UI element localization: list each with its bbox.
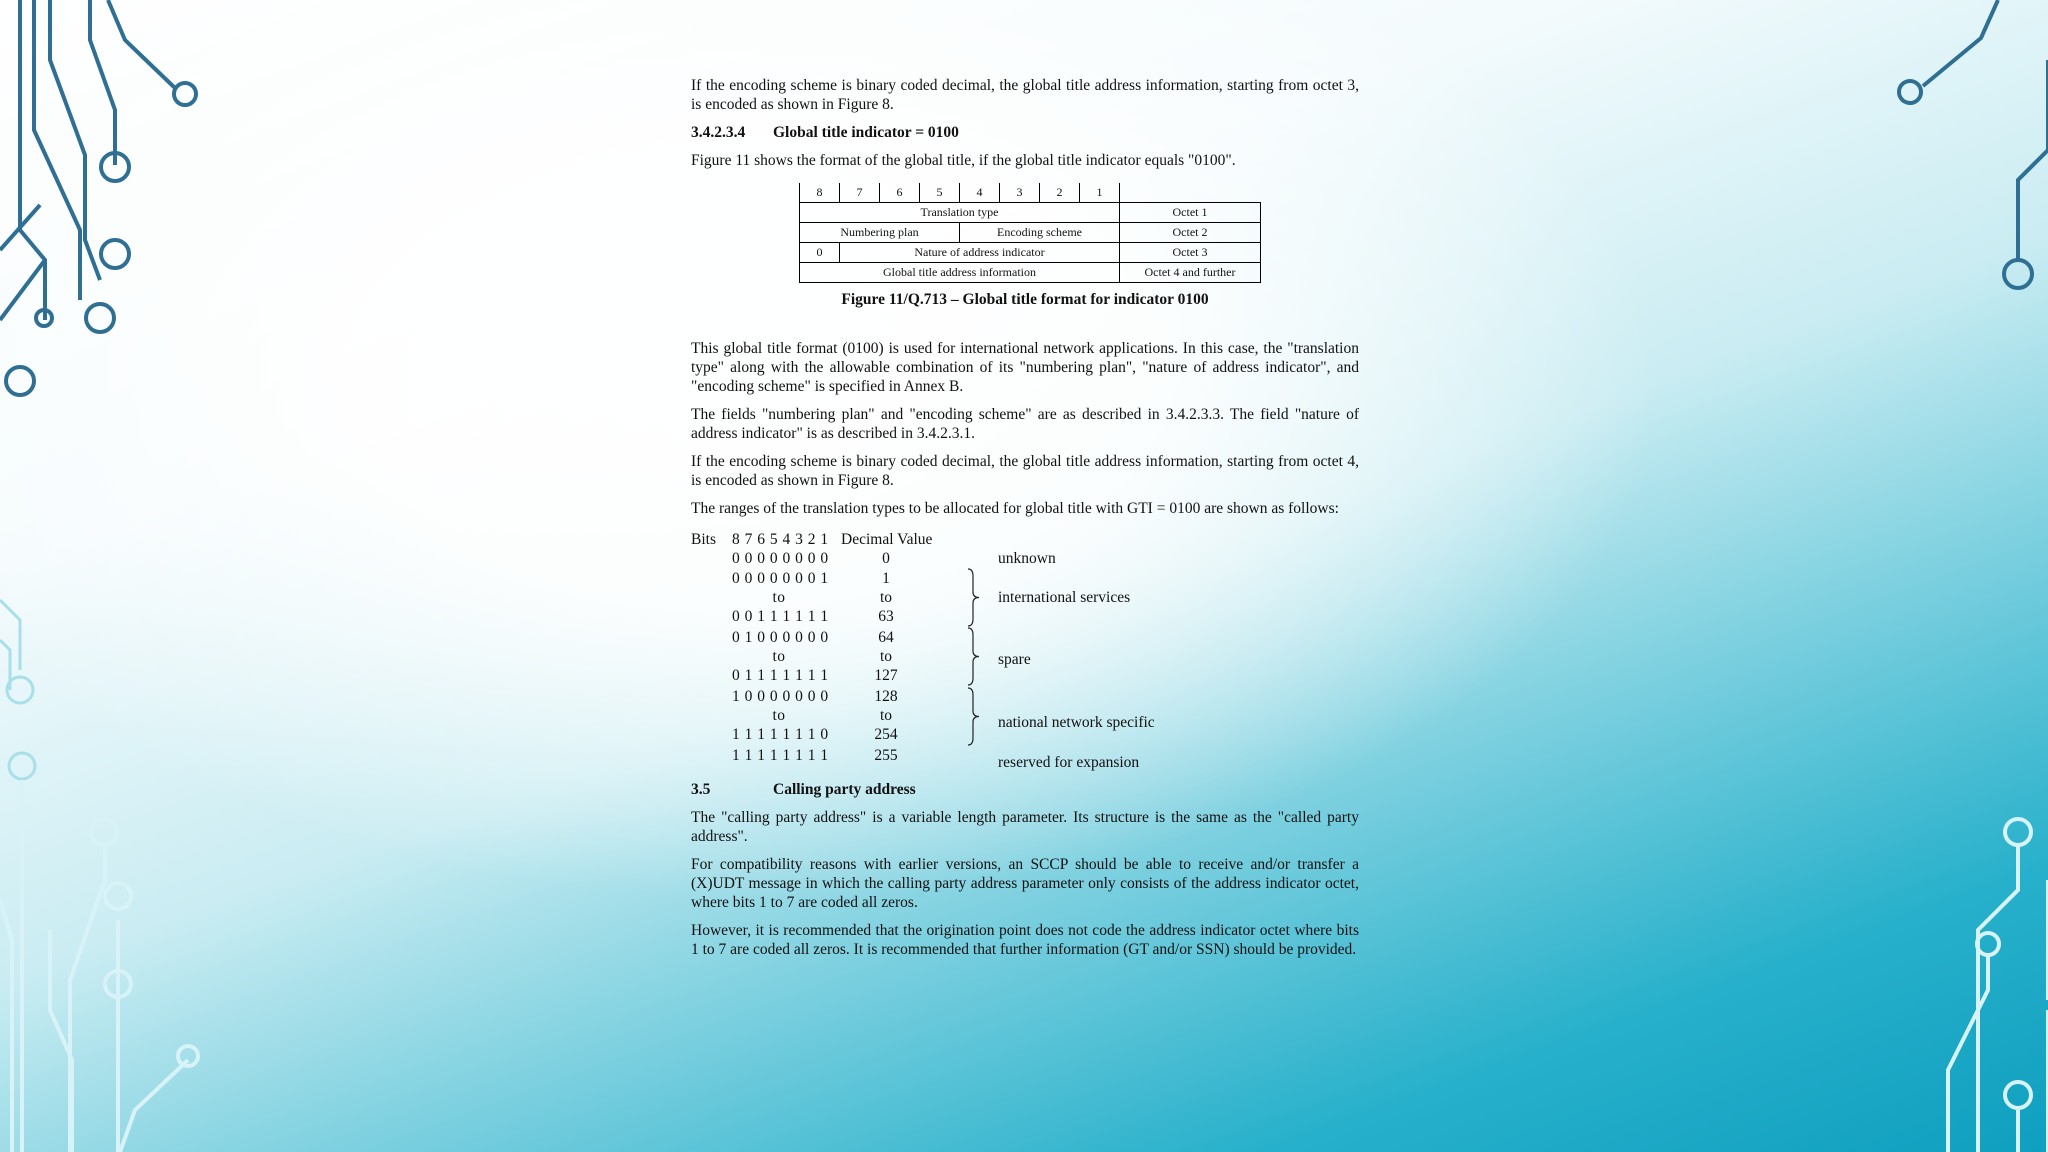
range-bits: 1 1 1 1 1 1 1 1 [732,747,829,764]
range-bits: to [772,707,786,724]
circuit-decoration-right [1818,0,2048,1152]
range-bits: to [772,648,786,665]
spare-bit-cell: 0 [800,243,840,263]
range-bits: to [772,589,786,606]
range-brace [967,627,981,686]
octet-3-row [800,243,1261,263]
range-decimal: 0 [882,550,890,567]
octet-1-row [800,203,1261,223]
range-bits: 1 0 0 0 0 0 0 0 [732,688,829,705]
paragraph-4: The fields "numbering plan" and "encoding scheme" are as described in 3.4.2.3.3. The field "nature of address indicator" is as described in 3.4.2.3.1. [691,406,1359,442]
section-heading-3-5 [691,780,1359,799]
bits-label: Bits [691,531,716,548]
paragraph-2: Figure 11 shows the format of the global title, if the global title indicator equals "0100". [691,152,1236,169]
address-information-cell: Global title address information [800,263,1120,283]
bits-header: 8 7 6 5 4 3 2 1 [732,531,829,548]
paragraph-1: If the encoding scheme is binary coded decimal, the global title address information, starting from octet 3, is encoded as shown in Figure 8. [691,77,1359,113]
paragraph-3: This global title format (0100) is used for international network applications. In this case, the "translation type" along with the allowable combination of its "numbering plan", "nature of address indicator", and "encoding scheme" is specified in Annex B. [691,340,1359,395]
range-bits: 0 0 0 0 0 0 0 0 [732,550,829,567]
paragraph-6: The ranges of the translation types to be allocated for global title with GTI = 0100 are shown as follows: [691,500,1339,517]
bit-1: 1 [1080,183,1120,203]
range-brace [967,687,981,746]
octet-4-row [800,263,1261,283]
range-description: international services [998,589,1131,606]
range-bits: 0 0 1 1 1 1 1 1 [732,608,829,625]
range-description: national network specific [998,714,1155,731]
decimal-header: Decimal Value [841,531,933,548]
octet-label: Octet 3 [1120,243,1261,263]
range-description: unknown [998,550,1056,567]
nature-of-address-cell: Nature of address indicator [840,243,1120,263]
octet-label: Octet 1 [1120,203,1261,223]
translation-type-ranges [691,530,1359,780]
range-decimal: 63 [878,608,894,625]
range-decimal: 255 [874,747,898,764]
octet-2-row [800,223,1261,243]
section-number: 3.5 [691,781,711,798]
figure-caption: Figure 11/Q.713 – Global title format for indicator 0100 [841,291,1209,308]
range-bits: 0 1 0 0 0 0 0 0 [732,629,829,646]
range-bits: 0 1 1 1 1 1 1 1 [732,667,829,684]
bit-3: 3 [1000,183,1040,203]
range-decimal: 1 [882,570,890,587]
translation-type-cell: Translation type [800,203,1120,223]
bit-8: 8 [800,183,840,203]
document-page [691,76,1359,968]
range-bits: 0 0 0 0 0 0 0 1 [732,570,829,587]
range-decimal: to [879,707,893,724]
range-decimal: 128 [874,688,898,705]
circuit-decoration-left [0,0,230,1152]
bit-4: 4 [960,183,1000,203]
range-brace [967,568,981,627]
range-description: reserved for expansion [998,754,1140,771]
paragraph-9: However, it is recommended that the origination point does not code the address indicator octet where bits 1 to 7 are coded all zeros. It is recommended that further information (GT and/or SSN) should be provided. [691,922,1359,958]
range-decimal: to [879,648,893,665]
range-decimal: 64 [878,629,894,646]
numbering-plan-cell: Numbering plan [800,223,960,243]
paragraph-5: If the encoding scheme is binary coded decimal, the global title address information, starting from octet 4, is encoded as shown in Figure 8. [691,453,1359,489]
section-number: 3.4.2.3.4 [691,124,746,141]
range-decimal: 127 [874,667,898,684]
range-description: spare [998,651,1031,668]
global-title-format-table [799,183,1261,283]
bit-6: 6 [880,183,920,203]
paragraph-7: The "calling party address" is a variable length parameter. Its structure is the same as the "called party address". [691,809,1359,845]
range-bits: 1 1 1 1 1 1 1 0 [732,726,829,743]
paragraph-8: For compatibility reasons with earlier versions, an SCCP should be able to receive and/or transfer a (X)UDT message in which the calling party address parameter only consists of the address indicator octet, where bits 1 to 7 are coded all zeros. [691,856,1359,911]
bit-number-row [800,183,1261,203]
octet-label: Octet 2 [1120,223,1261,243]
encoding-scheme-cell: Encoding scheme [960,223,1120,243]
section-title: Calling party address [773,781,916,798]
octet-label: Octet 4 and further [1120,263,1261,283]
range-decimal: to [879,589,893,606]
bit-5: 5 [920,183,960,203]
bit-2: 2 [1040,183,1080,203]
range-decimal: 254 [874,726,898,743]
section-title: Global title indicator = 0100 [773,124,959,141]
bit-7: 7 [840,183,880,203]
section-heading-3-4-2-3-4 [691,123,1359,142]
